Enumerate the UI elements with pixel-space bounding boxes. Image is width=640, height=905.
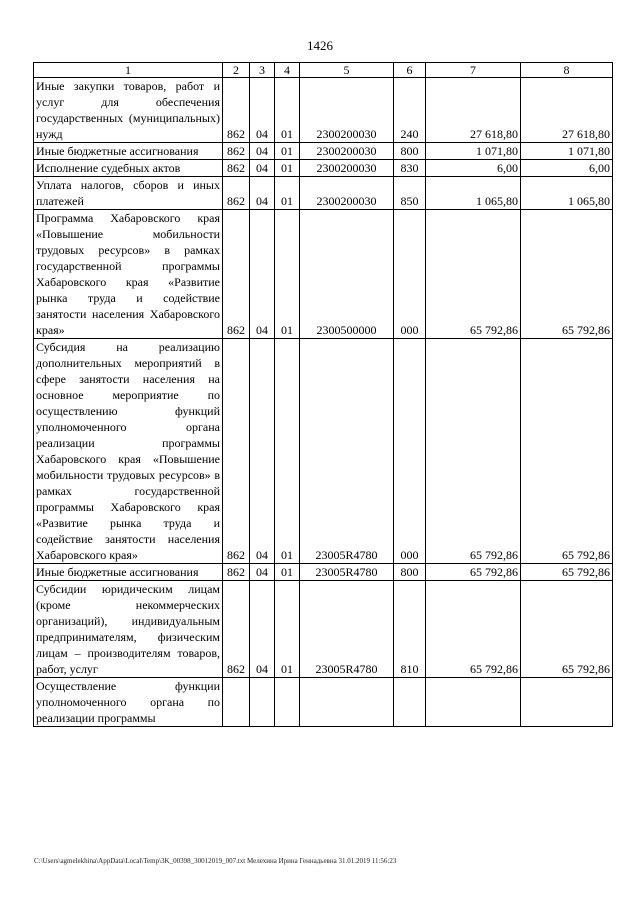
cell-amount	[426, 678, 521, 727]
table-row	[34, 678, 613, 727]
cell-section: 04	[250, 564, 275, 581]
column-header: 8	[521, 63, 613, 78]
table-row	[34, 78, 613, 143]
cell-type: 850	[394, 177, 426, 210]
table-row	[34, 564, 613, 581]
table-row	[34, 581, 613, 678]
cell-code: 862	[223, 78, 250, 143]
cell-amount: 6,00	[521, 160, 613, 177]
cell-code: 862	[223, 160, 250, 177]
cell-amount: 65 792,86	[521, 339, 613, 564]
cell-code: 862	[223, 339, 250, 564]
cell-amount: 65 792,86	[521, 564, 613, 581]
cell-target: 2300200030	[300, 78, 394, 143]
cell-subsection: 01	[275, 564, 300, 581]
cell-subsection: 01	[275, 339, 300, 564]
cell-amount: 65 792,86	[521, 581, 613, 678]
cell-section: 04	[250, 581, 275, 678]
cell-type: 810	[394, 581, 426, 678]
cell-target: 2300200030	[300, 160, 394, 177]
row-description: Иные бюджетные ассигнования	[34, 143, 223, 160]
table-row	[34, 339, 613, 564]
budget-table	[33, 62, 613, 727]
cell-amount: 65 792,86	[426, 339, 521, 564]
cell-code	[223, 678, 250, 727]
cell-code: 862	[223, 143, 250, 160]
cell-subsection: 01	[275, 210, 300, 339]
header-row	[34, 63, 613, 78]
cell-section: 04	[250, 78, 275, 143]
cell-amount: 65 792,86	[521, 210, 613, 339]
cell-subsection	[275, 678, 300, 727]
cell-subsection: 01	[275, 160, 300, 177]
table-row	[34, 160, 613, 177]
cell-code: 862	[223, 210, 250, 339]
row-description: Программа Хабаровского края «Повышение мобильности трудовых ресурсов» в рамках государственной программы Хабаровского края «Развитие рынка труда и содействие занятости населения Хабаровского края»	[34, 210, 223, 339]
cell-target: 2300500000	[300, 210, 394, 339]
cell-amount: 65 792,86	[426, 564, 521, 581]
row-description: Субсидии юридическим лицам (кроме некоммерческих организаций), индивидуальным предпринимателям, физическим лицам – производителям товаров, работ, услуг	[34, 581, 223, 678]
cell-target	[300, 678, 394, 727]
cell-amount: 1 065,80	[521, 177, 613, 210]
row-description: Субсидия на реализацию дополнительных мероприятий в сфере занятости населения на основное мероприятие по осуществлению функций уполномоченного органа реализации программы Хабаровского края «Повышение мобильности трудовых ресурсов» в рамках государственной программы Хабаровского края «Развитие рынка труда и содействие занятости населения Хабаровского края»	[34, 339, 223, 564]
page-number: 1426	[307, 38, 333, 53]
column-header: 7	[426, 63, 521, 78]
cell-target: 23005R4780	[300, 339, 394, 564]
cell-target: 23005R4780	[300, 564, 394, 581]
cell-section: 04	[250, 143, 275, 160]
cell-amount: 27 618,80	[521, 78, 613, 143]
column-header: 2	[223, 63, 250, 78]
cell-code: 862	[223, 581, 250, 678]
cell-amount: 65 792,86	[426, 210, 521, 339]
cell-section	[250, 678, 275, 727]
cell-subsection: 01	[275, 78, 300, 143]
cell-amount: 1 071,80	[426, 143, 521, 160]
row-description: Иные закупки товаров, работ и услуг для обеспечения государственных (муниципальных) нужд	[34, 78, 223, 143]
cell-amount: 6,00	[426, 160, 521, 177]
column-header: 5	[300, 63, 394, 78]
cell-amount: 27 618,80	[426, 78, 521, 143]
table-row	[34, 143, 613, 160]
cell-section: 04	[250, 339, 275, 564]
column-header: 4	[275, 63, 300, 78]
cell-subsection: 01	[275, 177, 300, 210]
cell-amount: 65 792,86	[426, 581, 521, 678]
column-header: 3	[250, 63, 275, 78]
cell-section: 04	[250, 177, 275, 210]
cell-subsection: 01	[275, 581, 300, 678]
table-row	[34, 177, 613, 210]
cell-type: 240	[394, 78, 426, 143]
table-row	[34, 210, 613, 339]
cell-amount: 1 071,80	[521, 143, 613, 160]
cell-type: 800	[394, 564, 426, 581]
cell-section: 04	[250, 210, 275, 339]
cell-type: 830	[394, 160, 426, 177]
cell-type: 000	[394, 339, 426, 564]
file-path-footer: C:\Users\agmelekhina\AppData\Local\Temp\3K_00398_30012019_007.txt Мелехина Ирина Геннадьевна 31.01.2019 11:56:23	[34, 857, 397, 865]
column-header: 1	[34, 63, 223, 78]
row-description: Исполнение судебных актов	[34, 160, 223, 177]
row-description: Осуществление функции уполномоченного органа по реализации программы	[34, 678, 223, 727]
cell-type: 800	[394, 143, 426, 160]
cell-target: 23005R4780	[300, 581, 394, 678]
cell-type: 000	[394, 210, 426, 339]
cell-target: 2300200030	[300, 177, 394, 210]
cell-type	[394, 678, 426, 727]
cell-amount	[521, 678, 613, 727]
row-description: Иные бюджетные ассигнования	[34, 564, 223, 581]
row-description: Уплата налогов, сборов и иных платежей	[34, 177, 223, 210]
cell-code: 862	[223, 564, 250, 581]
cell-subsection: 01	[275, 143, 300, 160]
cell-section: 04	[250, 160, 275, 177]
cell-code: 862	[223, 177, 250, 210]
column-header: 6	[394, 63, 426, 78]
cell-amount: 1 065,80	[426, 177, 521, 210]
cell-target: 2300200030	[300, 143, 394, 160]
